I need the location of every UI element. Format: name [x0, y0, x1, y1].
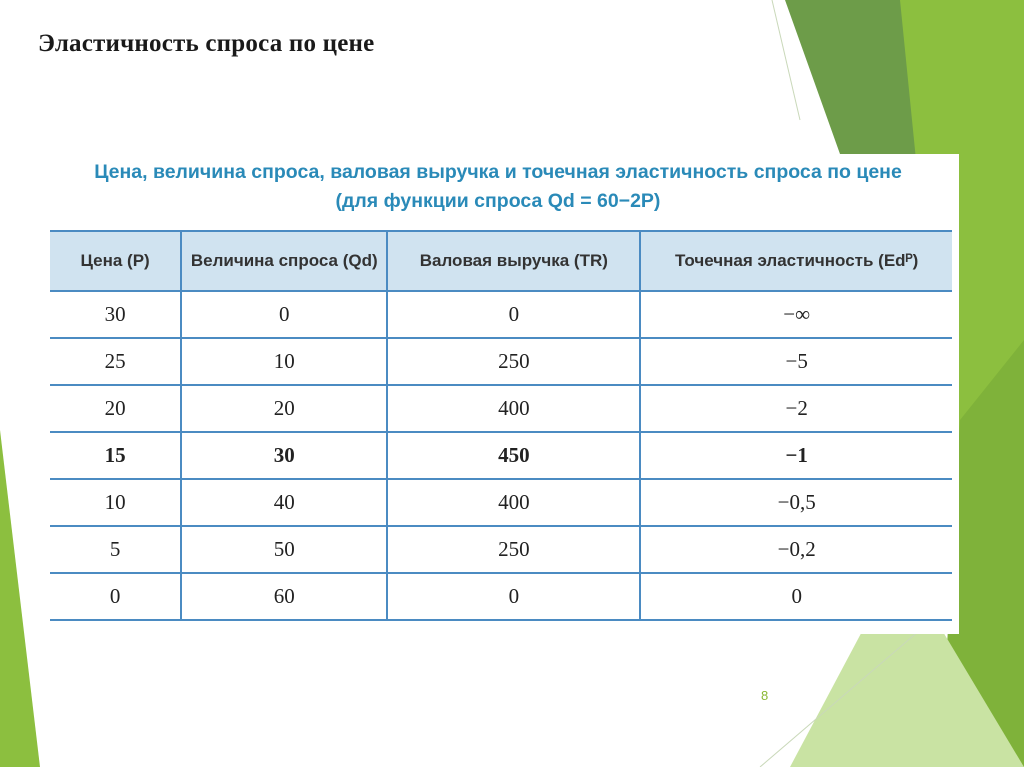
table-header-row: [50, 231, 952, 291]
cell-quantity: 0: [181, 291, 387, 338]
cell-elasticity: −1: [640, 432, 952, 479]
green-strip-left-bottom: [0, 430, 40, 767]
cell-elasticity: −0,5: [640, 479, 952, 526]
cell-price: 25: [50, 338, 181, 385]
table-row-unit-elastic: [50, 432, 952, 479]
cell-quantity: 30: [181, 432, 387, 479]
table-caption: [37, 158, 959, 216]
table-row: [50, 385, 952, 432]
elasticity-table: [50, 230, 952, 621]
header-quantity-demanded: Величина спроса (Qd): [181, 231, 387, 291]
table-row: [50, 479, 952, 526]
table-row: [50, 338, 952, 385]
cell-elasticity: −0,2: [640, 526, 952, 573]
header-point-elasticity: Точечная эластичность (Edᴾ): [640, 231, 952, 291]
cell-elasticity: 0: [640, 573, 952, 620]
table-caption-line-1: Цена, величина спроса, валовая выручка и точечная эластичность спроса по цене: [94, 161, 902, 183]
table-row: [50, 291, 952, 338]
cell-revenue: 250: [387, 526, 640, 573]
cell-price: 5: [50, 526, 181, 573]
cell-price: 30: [50, 291, 181, 338]
cell-revenue: 0: [387, 573, 640, 620]
slide-title: Эластичность спроса по цене: [38, 30, 375, 57]
page-number: 8: [761, 688, 769, 703]
cell-revenue: 0: [387, 291, 640, 338]
cell-elasticity: −5: [640, 338, 952, 385]
cell-elasticity: −2: [640, 385, 952, 432]
cell-revenue: 400: [387, 479, 640, 526]
header-price: Цена (P): [50, 231, 181, 291]
cell-revenue: 400: [387, 385, 640, 432]
cell-quantity: 20: [181, 385, 387, 432]
cell-elasticity: −∞: [640, 291, 952, 338]
cell-revenue: 250: [387, 338, 640, 385]
cell-price: 0: [50, 573, 181, 620]
table-row: [50, 573, 952, 620]
cell-price: 10: [50, 479, 181, 526]
cell-quantity: 50: [181, 526, 387, 573]
table-caption-line-2: (для функции спроса Qd = 60−2P): [335, 190, 661, 212]
cell-price: 15: [50, 432, 181, 479]
cell-quantity: 10: [181, 338, 387, 385]
cell-quantity: 40: [181, 479, 387, 526]
cell-revenue: 450: [387, 432, 640, 479]
cell-quantity: 60: [181, 573, 387, 620]
table-panel: [37, 154, 959, 634]
cell-price: 20: [50, 385, 181, 432]
table-row: [50, 526, 952, 573]
header-total-revenue: Валовая выручка (TR): [387, 231, 640, 291]
